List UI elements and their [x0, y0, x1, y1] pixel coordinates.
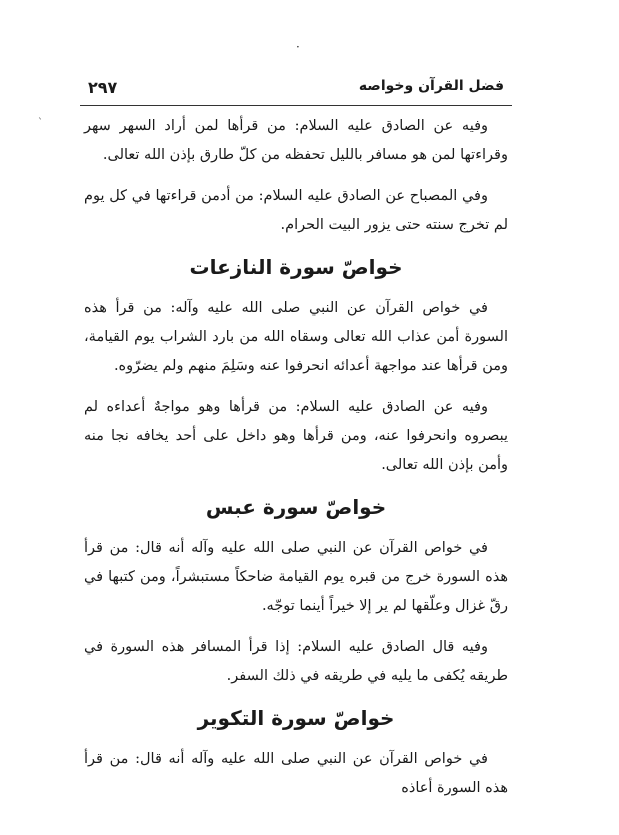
paragraph: وفي المصباح عن الصادق عليه السلام: من أدمن قراءتها في كل يوم لم تخرج سنته حتى يزور البيت الحرام.: [84, 188, 508, 233]
page-number: ٢٩٧: [88, 78, 118, 97]
paragraph: وفيه قال الصادق عليه السلام: إذا قرأ المسافر هذه السورة في طريقه يُكفى ما يليه في طريقه في ذلك السفر.: [84, 639, 508, 684]
margin-mark: `: [38, 118, 43, 129]
page-speck: ·: [296, 40, 300, 54]
section-heading: خواصّ سورة النازعات: [189, 255, 403, 279]
section-heading: خواصّ سورة التكوير: [197, 706, 395, 730]
paragraph: في خواص القرآن عن النبي صلى الله عليه وآله أنه قال: من قرأ هذه السورة أعاذه: [84, 751, 508, 796]
paragraph: وفيه عن الصادق عليه السلام: من قرأها لمن أراد السهر سهر وقراءتها لمن هو مسافر بالليل تحفظه من كلّ طارق بإذن الله تعالى.: [84, 118, 508, 163]
header-rule: [80, 105, 512, 106]
page-body: [84, 112, 508, 815]
running-title: فضل القرآن وخواصه: [358, 78, 504, 94]
paragraph: في خواص القرآن عن النبي صلى الله عليه وآله: من قرأ هذه السورة أمن عذاب الله تعالى وسقاه الله من بارد الشراب يوم القيامة، ومن قرأها عند مواجهة أعدائه انحرفوا عنه وسَلِمَ منهم ولم يضرّوه.: [84, 300, 508, 374]
paragraph: في خواص القرآن عن النبي صلى الله عليه وآله أنه قال: من قرأ هذه السورة خرج من قبره يوم القيامة ضاحكاً مستبشراً، ومن كتبها في رقّ غزال وعلّقها لم ير إلا خيراً أينما توجّه.: [84, 540, 508, 614]
paragraph: وفيه عن الصادق عليه السلام: من قرأها وهو مواجهٌ أعداءه لم يبصروه وانحرفوا عنه، ومن قرأها وهو داخل على أحد يخافه نجا منه وأمن بإذن الله تعالى.: [84, 399, 508, 473]
section-heading: خواصّ سورة عبس: [205, 495, 387, 519]
page-header: [88, 78, 504, 102]
